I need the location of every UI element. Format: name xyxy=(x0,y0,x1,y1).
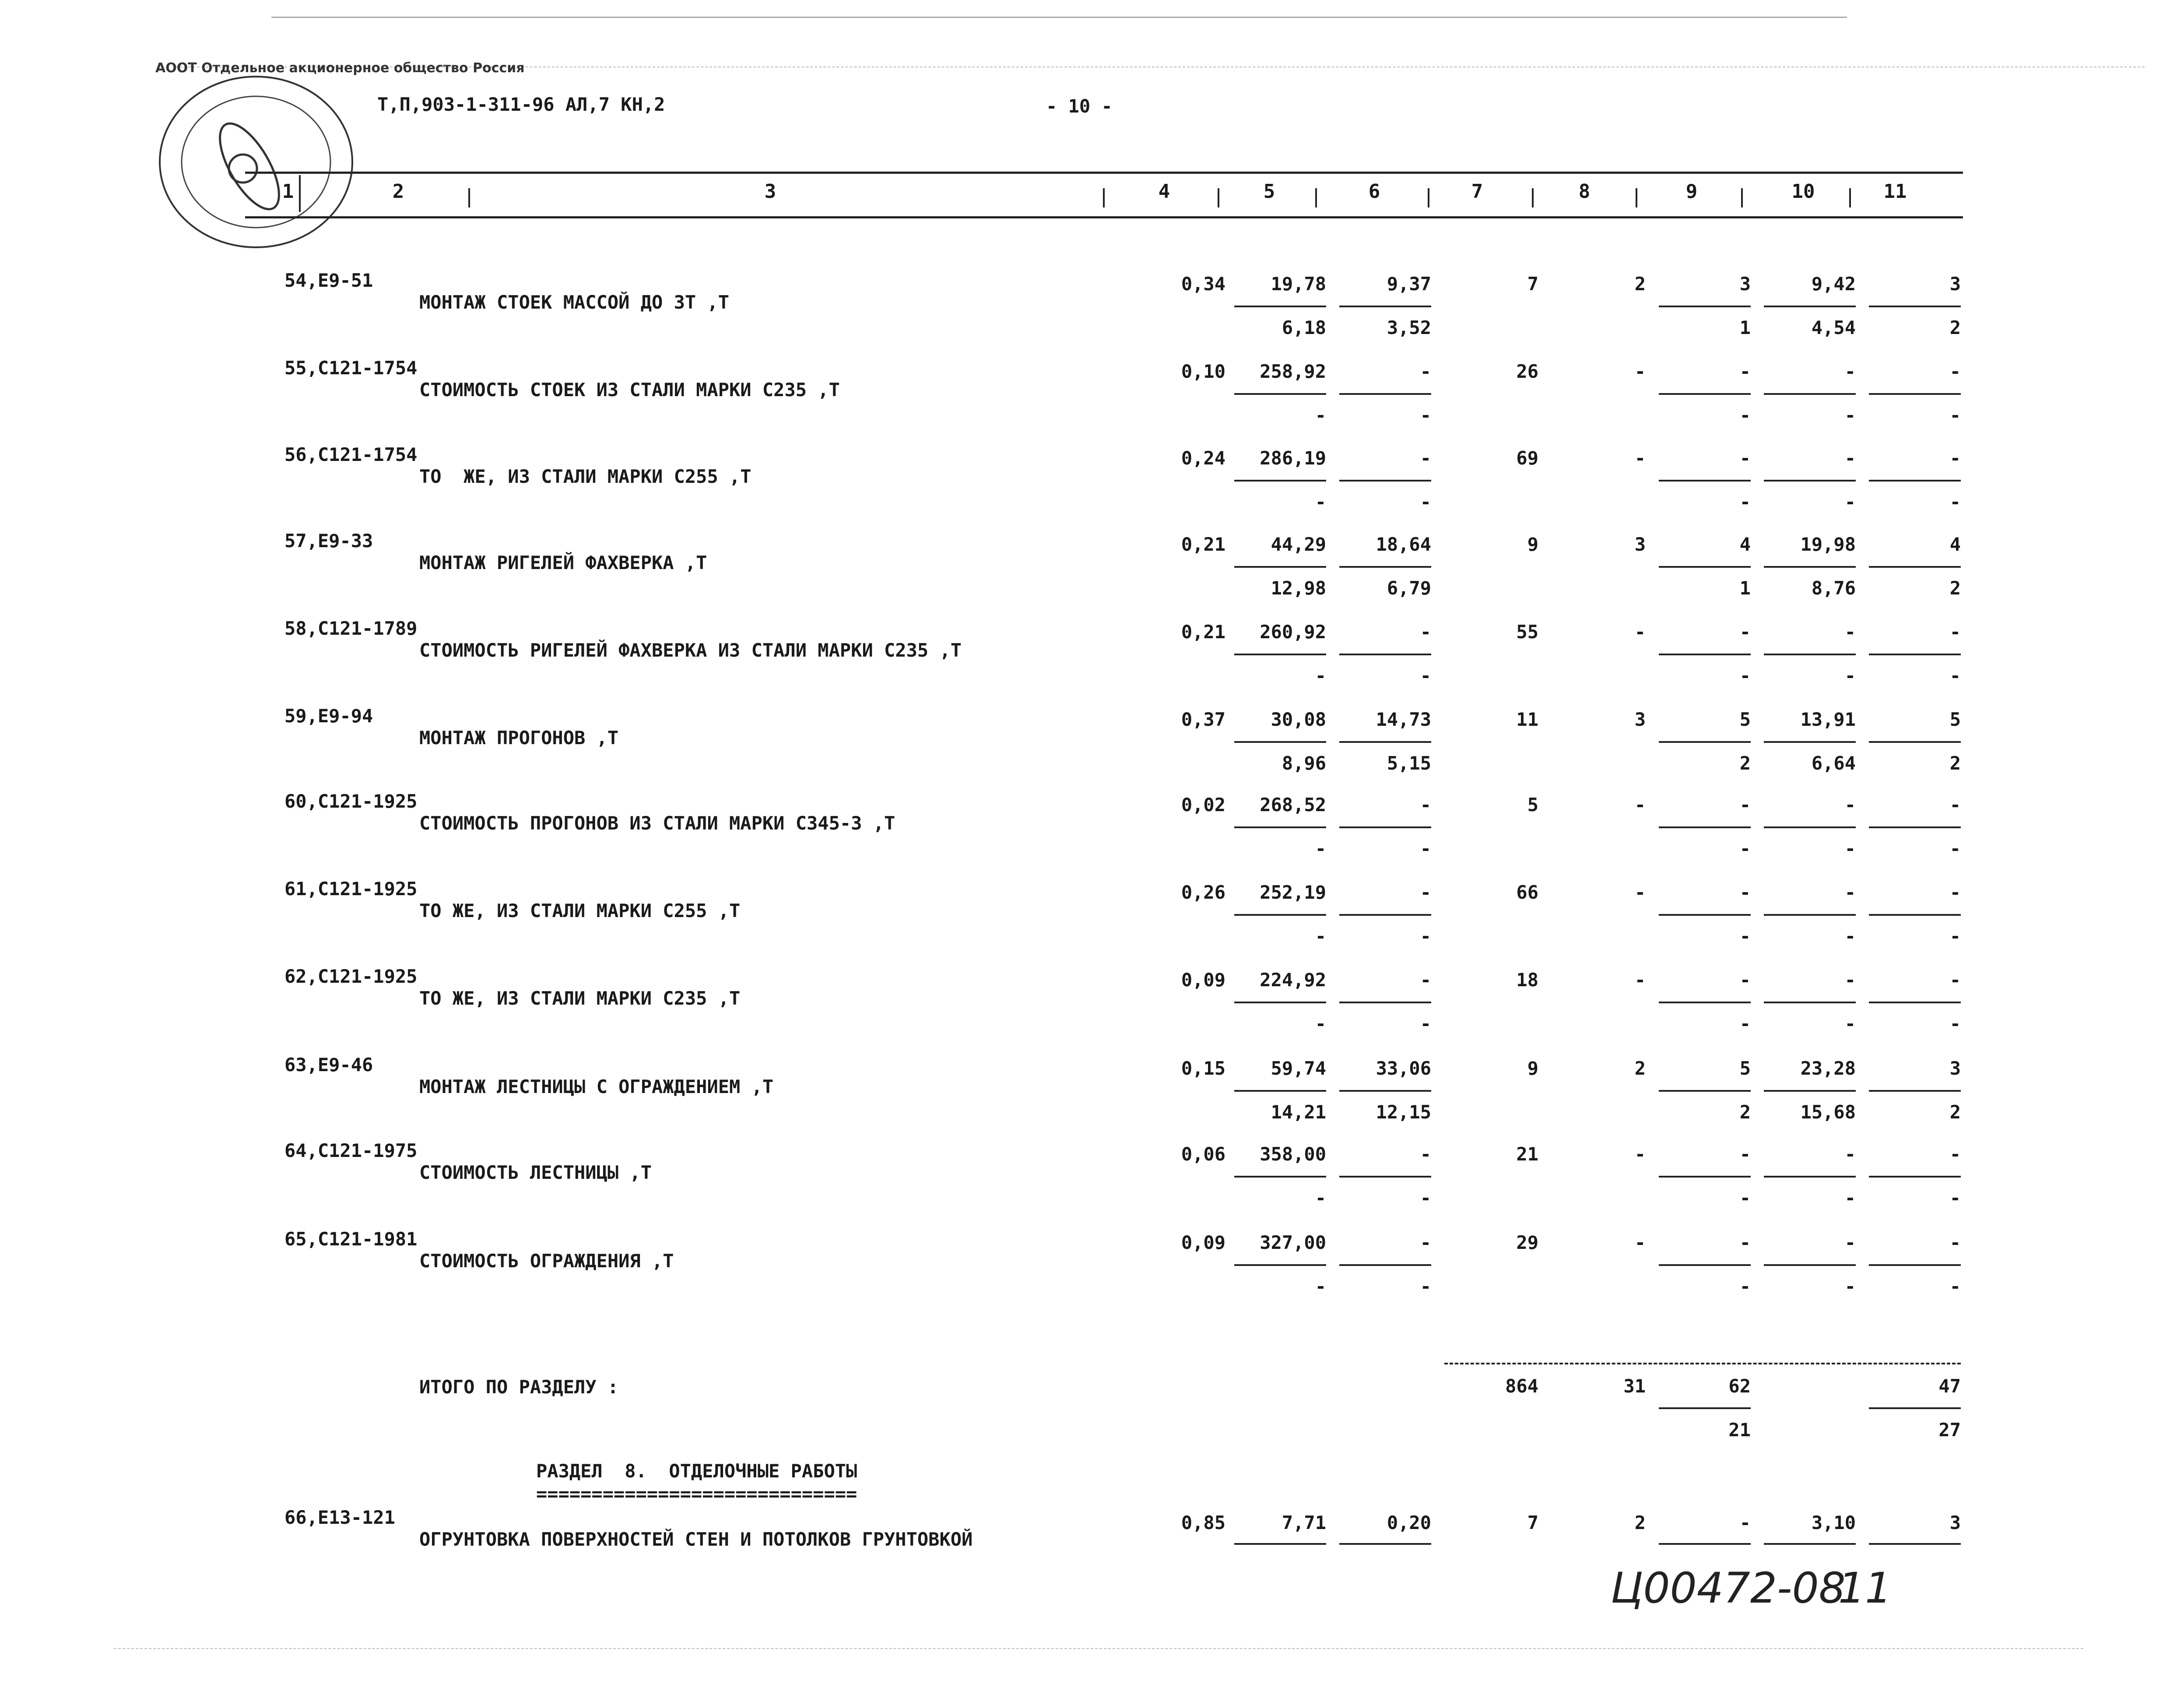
row-fraction-line xyxy=(1869,1264,1961,1266)
row-col6: - xyxy=(1420,1143,1431,1165)
row-fraction-line xyxy=(1659,826,1751,828)
row-col4: 0,15 xyxy=(1181,1058,1225,1079)
row-fraction-line xyxy=(1659,306,1751,307)
row-col5: 286,19 xyxy=(1260,447,1326,469)
row-col5: 260,92 xyxy=(1260,621,1326,643)
row-col9-lower: 1 xyxy=(1739,317,1751,338)
row-fraction-line xyxy=(1764,1090,1856,1092)
totals-col7: 864 xyxy=(1505,1375,1538,1397)
row-col10-lower: - xyxy=(1844,1187,1856,1209)
row-fraction-line xyxy=(1234,1543,1326,1545)
stamp-text: АООТ Отдельное акционерное общество Россия xyxy=(155,60,525,76)
row-col9-lower: - xyxy=(1739,404,1751,426)
row-col4: 0,85 xyxy=(1181,1512,1225,1533)
row-col9: 3 xyxy=(1739,273,1751,295)
row-col6: - xyxy=(1420,882,1431,903)
row-description: ТО ЖЕ, ИЗ СТАЛИ МАРКИ С255 ,Т xyxy=(419,466,751,487)
row-col9: - xyxy=(1739,621,1751,643)
row-col11: - xyxy=(1949,621,1961,643)
row-col11: - xyxy=(1949,361,1961,382)
col-divider xyxy=(1532,188,1534,207)
row-col10: 19,98 xyxy=(1800,534,1856,555)
col-header-9: 9 xyxy=(1685,180,1698,203)
row-col11: - xyxy=(1949,447,1961,469)
row-col4: 0,24 xyxy=(1181,447,1225,469)
row-fraction-line xyxy=(1659,1002,1751,1003)
row-fraction-line xyxy=(1659,1264,1751,1266)
row-id: 62,С121-1925 xyxy=(284,966,418,987)
section-title-underline: ============================= xyxy=(536,1483,857,1505)
row-description: МОНТАЖ РИГЕЛЕЙ ФАХВЕРКА ,Т xyxy=(419,552,707,573)
row-col9-lower: - xyxy=(1739,491,1751,513)
col-divider xyxy=(1218,188,1219,207)
row-col6-lower: - xyxy=(1420,925,1431,947)
row-col7: 18 xyxy=(1516,969,1538,991)
row-col9-lower: - xyxy=(1739,925,1751,947)
col-header-3: 3 xyxy=(764,180,776,203)
totals-rule xyxy=(1444,1363,1961,1364)
row-fraction-line xyxy=(1659,1090,1751,1092)
col-header-5: 5 xyxy=(1263,180,1275,203)
row-col10: - xyxy=(1844,447,1856,469)
col-header-11: 11 xyxy=(1883,180,1907,203)
row-fraction-line xyxy=(1659,1543,1751,1545)
row-col4: 0,21 xyxy=(1181,534,1225,555)
row-col9: 4 xyxy=(1739,534,1751,555)
row-fraction-line xyxy=(1869,306,1961,307)
row-col10: 23,28 xyxy=(1800,1058,1856,1079)
row-col9-lower: - xyxy=(1739,838,1751,859)
row-col9: - xyxy=(1739,882,1751,903)
row-col10-lower: - xyxy=(1844,491,1856,513)
row-col11-lower: 2 xyxy=(1949,577,1961,599)
row-col5: 7,71 xyxy=(1282,1512,1326,1533)
row-col6-lower: - xyxy=(1420,404,1431,426)
row-col4: 0,02 xyxy=(1181,794,1225,816)
row-fraction-line xyxy=(1659,566,1751,568)
row-col11-lower: 2 xyxy=(1949,317,1961,338)
row-fraction-line xyxy=(1339,1176,1431,1178)
row-col11: - xyxy=(1949,969,1961,991)
col-divider xyxy=(1849,188,1851,207)
row-col8: 2 xyxy=(1634,273,1646,295)
row-fraction-line xyxy=(1764,654,1856,655)
col-header-6: 6 xyxy=(1368,180,1380,203)
row-col11-lower: - xyxy=(1949,838,1961,859)
row-col9-lower: - xyxy=(1739,665,1751,686)
row-fraction-line xyxy=(1339,1264,1431,1266)
col-header-1: 1 xyxy=(282,180,294,203)
col-divider xyxy=(1741,188,1743,207)
row-fraction-line xyxy=(1659,654,1751,655)
row-fraction-line xyxy=(1234,566,1326,568)
row-col10-lower: 4,54 xyxy=(1811,317,1856,338)
row-col5: 224,92 xyxy=(1260,969,1326,991)
col-divider xyxy=(299,175,301,212)
row-col5-lower: - xyxy=(1315,491,1326,513)
totals-fraction-line xyxy=(1869,1407,1961,1409)
row-col8: - xyxy=(1634,361,1646,382)
row-fraction-line xyxy=(1339,826,1431,828)
row-col6: 18,64 xyxy=(1376,534,1431,555)
row-col10-lower: 8,76 xyxy=(1811,577,1856,599)
row-fraction-line xyxy=(1339,914,1431,916)
row-col10: - xyxy=(1844,969,1856,991)
row-col7: 55 xyxy=(1516,621,1538,643)
row-fraction-line xyxy=(1869,566,1961,568)
row-col6: 14,73 xyxy=(1376,709,1431,730)
row-col7: 26 xyxy=(1516,361,1538,382)
row-col8: 2 xyxy=(1634,1512,1646,1533)
col-divider xyxy=(468,188,470,207)
totals-label: ИТОГО ПО РАЗДЕЛУ : xyxy=(419,1376,619,1398)
row-fraction-line xyxy=(1869,1176,1961,1178)
row-col5-lower: - xyxy=(1315,665,1326,686)
row-col10: - xyxy=(1844,882,1856,903)
row-col8: 3 xyxy=(1634,709,1646,730)
row-col6-lower: 6,79 xyxy=(1387,577,1431,599)
footer-archive-code: Ц00472-08 xyxy=(1611,1564,1846,1613)
row-col10-lower: - xyxy=(1844,404,1856,426)
totals-col11-lower: 27 xyxy=(1938,1419,1961,1441)
row-col9: - xyxy=(1739,1512,1751,1533)
row-col5-lower: - xyxy=(1315,1187,1326,1209)
row-fraction-line xyxy=(1234,1176,1326,1178)
row-col6-lower: - xyxy=(1420,1013,1431,1034)
row-col5-lower: - xyxy=(1315,1013,1326,1034)
row-col4: 0,06 xyxy=(1181,1143,1225,1165)
row-col6: - xyxy=(1420,969,1431,991)
row-id: 66,Е13-121 xyxy=(284,1507,395,1528)
row-fraction-line xyxy=(1339,480,1431,482)
col-divider xyxy=(1103,188,1105,207)
row-col10: - xyxy=(1844,794,1856,816)
row-fraction-line xyxy=(1234,741,1326,743)
row-col11: 3 xyxy=(1949,273,1961,295)
row-id: 57,Е9-33 xyxy=(284,530,373,552)
row-col11: 4 xyxy=(1949,534,1961,555)
row-col5-lower: - xyxy=(1315,404,1326,426)
col-divider xyxy=(1636,188,1637,207)
row-description: СТОИМОСТЬ РИГЕЛЕЙ ФАХВЕРКА ИЗ СТАЛИ МАРКИ С235 ,Т xyxy=(419,640,962,661)
row-col7: 21 xyxy=(1516,1143,1538,1165)
row-col5: 252,19 xyxy=(1260,882,1326,903)
row-fraction-line xyxy=(1234,393,1326,395)
row-col10-lower: - xyxy=(1844,1276,1856,1297)
row-description: СТОИМОСТЬ СТОЕК ИЗ СТАЛИ МАРКИ С235 ,Т xyxy=(419,379,840,401)
row-fraction-line xyxy=(1339,654,1431,655)
totals-col8: 31 xyxy=(1623,1375,1646,1397)
row-col8: - xyxy=(1634,447,1646,469)
row-col10-lower: - xyxy=(1844,838,1856,859)
row-fraction-line xyxy=(1234,654,1326,655)
row-fraction-line xyxy=(1869,1090,1961,1092)
row-fraction-line xyxy=(1869,826,1961,828)
row-fraction-line xyxy=(1659,1176,1751,1178)
row-fraction-line xyxy=(1234,1090,1326,1092)
row-col4: 0,10 xyxy=(1181,361,1225,382)
row-fraction-line xyxy=(1764,480,1856,482)
row-col9: - xyxy=(1739,969,1751,991)
row-col6-lower: - xyxy=(1420,1276,1431,1297)
row-id: 60,С121-1925 xyxy=(284,791,418,812)
col-divider xyxy=(1428,188,1429,207)
row-col6: 9,37 xyxy=(1387,273,1431,295)
row-col9-lower: - xyxy=(1739,1276,1751,1297)
row-col7: 66 xyxy=(1516,882,1538,903)
row-col9-lower: 1 xyxy=(1739,577,1751,599)
row-fraction-line xyxy=(1659,741,1751,743)
row-col9: - xyxy=(1739,794,1751,816)
row-col5-lower: - xyxy=(1315,1276,1326,1297)
row-description: МОНТАЖ СТОЕК МАССОЙ ДО 3Т ,Т xyxy=(419,292,730,313)
row-col6-lower: 12,15 xyxy=(1376,1101,1431,1123)
row-col8: - xyxy=(1634,1143,1646,1165)
row-col6: - xyxy=(1420,1232,1431,1253)
row-col9: 5 xyxy=(1739,1058,1751,1079)
row-col7: 29 xyxy=(1516,1232,1538,1253)
totals-fraction-line xyxy=(1659,1407,1751,1409)
row-fraction-line xyxy=(1659,914,1751,916)
row-col11-lower: - xyxy=(1949,491,1961,513)
row-id: 58,С121-1789 xyxy=(284,618,418,639)
row-col5: 358,00 xyxy=(1260,1143,1326,1165)
row-fraction-line xyxy=(1764,566,1856,568)
row-col11-lower: 2 xyxy=(1949,752,1961,774)
col-header-10: 10 xyxy=(1791,180,1815,203)
row-col10: - xyxy=(1844,1232,1856,1253)
row-col11: - xyxy=(1949,794,1961,816)
row-col9-lower: - xyxy=(1739,1013,1751,1034)
row-col11-lower: - xyxy=(1949,1276,1961,1297)
row-col6: - xyxy=(1420,361,1431,382)
row-col11-lower: - xyxy=(1949,925,1961,947)
row-fraction-line xyxy=(1764,1002,1856,1003)
row-col10: - xyxy=(1844,621,1856,643)
row-col8: - xyxy=(1634,621,1646,643)
row-fraction-line xyxy=(1234,480,1326,482)
row-col5: 30,08 xyxy=(1271,709,1326,730)
row-col8: - xyxy=(1634,1232,1646,1253)
page-number: - 10 - xyxy=(1046,95,1113,117)
row-fraction-line xyxy=(1869,480,1961,482)
row-id: 61,С121-1925 xyxy=(284,878,418,900)
row-description: СТОИМОСТЬ ЛЕСТНИЦЫ ,Т xyxy=(419,1162,652,1183)
document-code: Т,П,903-1-311-96 АЛ,7 КН,2 xyxy=(377,94,665,115)
row-col6-lower: 3,52 xyxy=(1387,317,1431,338)
row-col6: - xyxy=(1420,447,1431,469)
row-col7: 5 xyxy=(1527,794,1538,816)
row-col10-lower: - xyxy=(1844,1013,1856,1034)
row-fraction-line xyxy=(1234,1264,1326,1266)
row-id: 65,С121-1981 xyxy=(284,1228,418,1250)
row-fraction-line xyxy=(1764,914,1856,916)
row-fraction-line xyxy=(1764,1176,1856,1178)
row-col9-lower: 2 xyxy=(1739,752,1751,774)
row-fraction-line xyxy=(1234,1002,1326,1003)
col-header-7: 7 xyxy=(1471,180,1483,203)
row-col6: - xyxy=(1420,621,1431,643)
row-fraction-line xyxy=(1339,741,1431,743)
row-col11-lower: 2 xyxy=(1949,1101,1961,1123)
row-col9: - xyxy=(1739,1143,1751,1165)
row-col11-lower: - xyxy=(1949,665,1961,686)
row-fraction-line xyxy=(1869,654,1961,655)
row-col11: 3 xyxy=(1949,1512,1961,1533)
section-title: РАЗДЕЛ 8. ОТДЕЛОЧНЫЕ РАБОТЫ xyxy=(536,1460,857,1482)
row-id: 63,Е9-46 xyxy=(284,1054,373,1076)
row-col7: 7 xyxy=(1527,1512,1538,1533)
col-divider xyxy=(1315,188,1317,207)
header-top-rule xyxy=(245,172,1963,174)
row-fraction-line xyxy=(1764,741,1856,743)
row-fraction-line xyxy=(1764,306,1856,307)
row-col6-lower: 5,15 xyxy=(1387,752,1431,774)
scan-edge-top xyxy=(271,17,1847,18)
row-col8: 3 xyxy=(1634,534,1646,555)
row-col4: 0,21 xyxy=(1181,621,1225,643)
row-col9: - xyxy=(1739,447,1751,469)
row-fraction-line xyxy=(1339,1002,1431,1003)
row-col8: - xyxy=(1634,794,1646,816)
row-col9: - xyxy=(1739,1232,1751,1253)
row-col8: - xyxy=(1634,882,1646,903)
row-col7: 7 xyxy=(1527,273,1538,295)
col-header-2: 2 xyxy=(392,180,404,203)
row-col10-lower: 6,64 xyxy=(1811,752,1856,774)
row-fraction-line xyxy=(1869,741,1961,743)
row-col10-lower: - xyxy=(1844,925,1856,947)
header-bottom-rule xyxy=(245,216,1963,218)
row-col10: - xyxy=(1844,1143,1856,1165)
row-col6-lower: - xyxy=(1420,491,1431,513)
row-col11: 5 xyxy=(1949,709,1961,730)
row-description: ТО ЖЕ, ИЗ СТАЛИ МАРКИ С255 ,Т xyxy=(419,900,741,921)
row-id: 54,Е9-51 xyxy=(284,270,373,291)
totals-col9-lower: 21 xyxy=(1728,1419,1751,1441)
row-fraction-line xyxy=(1339,306,1431,307)
row-col5-lower: 8,96 xyxy=(1282,752,1326,774)
row-fraction-line xyxy=(1869,393,1961,395)
row-col5: 327,00 xyxy=(1260,1232,1326,1253)
row-col11: 3 xyxy=(1949,1058,1961,1079)
row-col6-lower: - xyxy=(1420,1187,1431,1209)
row-col4: 0,09 xyxy=(1181,1232,1225,1253)
col-header-4: 4 xyxy=(1158,180,1170,203)
row-col10: - xyxy=(1844,361,1856,382)
row-description: МОНТАЖ ПРОГОНОВ ,Т xyxy=(419,727,619,749)
row-description: ОГРУНТОВКА ПОВЕРХНОСТЕЙ СТЕН И ПОТОЛКОВ ГРУНТОВКОЙ xyxy=(419,1529,973,1550)
row-col9: - xyxy=(1739,361,1751,382)
row-col7: 69 xyxy=(1516,447,1538,469)
row-col6: - xyxy=(1420,794,1431,816)
row-fraction-line xyxy=(1339,1543,1431,1545)
row-col9-lower: - xyxy=(1739,1187,1751,1209)
row-col6-lower: - xyxy=(1420,665,1431,686)
row-col10-lower: - xyxy=(1844,665,1856,686)
row-col5: 258,92 xyxy=(1260,361,1326,382)
row-col8: - xyxy=(1634,969,1646,991)
row-fraction-line xyxy=(1339,393,1431,395)
row-col10: 13,91 xyxy=(1800,709,1856,730)
totals-col9: 62 xyxy=(1728,1375,1751,1397)
row-col11: - xyxy=(1949,882,1961,903)
row-description: СТОИМОСТЬ ОГРАЖДЕНИЯ ,Т xyxy=(419,1250,674,1272)
row-col6: 0,20 xyxy=(1387,1512,1431,1533)
row-col4: 0,34 xyxy=(1181,273,1225,295)
row-col11-lower: - xyxy=(1949,1013,1961,1034)
row-col5-lower: - xyxy=(1315,838,1326,859)
row-fraction-line xyxy=(1764,826,1856,828)
row-fraction-line xyxy=(1659,480,1751,482)
row-col5-lower: 12,98 xyxy=(1271,577,1326,599)
row-col10: 9,42 xyxy=(1811,273,1856,295)
row-col5: 268,52 xyxy=(1260,794,1326,816)
row-col11-lower: - xyxy=(1949,404,1961,426)
row-id: 55,С121-1754 xyxy=(284,357,418,379)
scan-edge-bottom xyxy=(114,1648,2083,1649)
row-col10: 3,10 xyxy=(1811,1512,1856,1533)
row-fraction-line xyxy=(1339,566,1431,568)
row-fraction-line xyxy=(1659,393,1751,395)
row-col6: 33,06 xyxy=(1376,1058,1431,1079)
totals-col11: 47 xyxy=(1938,1375,1961,1397)
row-description: ТО ЖЕ, ИЗ СТАЛИ МАРКИ С235 ,Т xyxy=(419,988,741,1009)
row-id: 64,С121-1975 xyxy=(284,1140,418,1161)
row-col11: - xyxy=(1949,1143,1961,1165)
row-description: СТОИМОСТЬ ПРОГОНОВ ИЗ СТАЛИ МАРКИ С345-3 ,Т xyxy=(419,812,895,834)
row-col5-lower: 6,18 xyxy=(1282,317,1326,338)
row-col4: 0,09 xyxy=(1181,969,1225,991)
row-id: 59,Е9-94 xyxy=(284,705,373,727)
footer-sheet-number: 11 xyxy=(1838,1564,1892,1613)
row-fraction-line xyxy=(1234,306,1326,307)
row-col4: 0,37 xyxy=(1181,709,1225,730)
row-fraction-line xyxy=(1869,1543,1961,1545)
row-id: 56,С121-1754 xyxy=(284,444,418,465)
row-col7: 11 xyxy=(1516,709,1538,730)
row-col7: 9 xyxy=(1527,534,1538,555)
row-col5: 44,29 xyxy=(1271,534,1326,555)
row-col9: 5 xyxy=(1739,709,1751,730)
row-fraction-line xyxy=(1234,914,1326,916)
row-col10-lower: 15,68 xyxy=(1800,1101,1856,1123)
row-col5-lower: - xyxy=(1315,925,1326,947)
row-fraction-line xyxy=(1764,393,1856,395)
row-fraction-line xyxy=(1764,1264,1856,1266)
row-fraction-line xyxy=(1339,1090,1431,1092)
row-fraction-line xyxy=(1234,826,1326,828)
col-header-8: 8 xyxy=(1578,180,1591,203)
row-col6-lower: - xyxy=(1420,838,1431,859)
row-fraction-line xyxy=(1869,914,1961,916)
row-col4: 0,26 xyxy=(1181,882,1225,903)
row-col5: 19,78 xyxy=(1271,273,1326,295)
row-col5: 59,74 xyxy=(1271,1058,1326,1079)
row-col11-lower: - xyxy=(1949,1187,1961,1209)
row-description: МОНТАЖ ЛЕСТНИЦЫ С ОГРАЖДЕНИЕМ ,Т xyxy=(419,1076,774,1097)
row-col7: 9 xyxy=(1527,1058,1538,1079)
row-fraction-line xyxy=(1869,1002,1961,1003)
row-col8: 2 xyxy=(1634,1058,1646,1079)
row-col5-lower: 14,21 xyxy=(1271,1101,1326,1123)
row-fraction-line xyxy=(1764,1543,1856,1545)
row-col9-lower: 2 xyxy=(1739,1101,1751,1123)
row-col11: - xyxy=(1949,1232,1961,1253)
